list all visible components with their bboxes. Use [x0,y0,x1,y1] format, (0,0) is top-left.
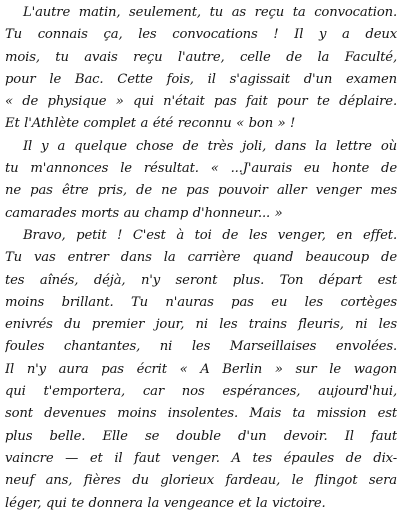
text-line: tes aînés, déjà, n'y seront plus. Ton départ est [5,272,397,288]
text-line: sont devenues moins insolentes. Mais ta mission est [5,406,397,422]
text-line: mois, tu avais reçu l'autre, celle de la Faculté, [5,49,397,65]
text-line: tu m'annonces le résultat. « ...J'aurais eu honte de [5,161,397,177]
text-line: plus belle. Elle se double d'un devoir. Il faut [5,428,397,444]
text-line: léger, qui te donnera la vengeance et la victoire. [5,495,326,511]
text-line: neuf ans, fières du glorieux fardeau, le flingot sera [5,473,397,489]
text-line: vaincre — et il faut venger. A tes épaules de dix- [5,450,397,466]
text-line: L'autre matin, seulement, tu as reçu ta convocation. [23,5,397,20]
text-line: foules chantantes, ni les Marseillaises envolées. [5,339,397,355]
text-line: moins brillant. Tu n'auras pas eu les cortèges [5,294,397,310]
paragraph-1 [5,2,397,136]
paragraph-2 [5,136,397,225]
text-line: camarades morts au champ d'honneur... » [5,205,283,221]
text-line: Et l'Athlète complet a été reconnu « bon » ! [5,116,296,132]
text-line: Il y a quelque chose de très joli, dans la lettre où [23,138,397,154]
text-line: enivrés du premier jour, ni les trains fleuris, ni les [5,317,397,333]
text-line: qui t'emportera, car nos espérances, aujourd'hui, [5,384,397,400]
text-line: Il n'y aura pas écrit « A Berlin » sur le wagon [5,361,397,377]
text-line: ne pas être pris, de ne pas pouvoir aller venger mes [5,183,397,199]
text-line: Bravo, petit ! C'est à toi de les venger, en effet. [23,227,397,243]
text-line: « de physique » qui n'était pas fait pour te déplaire. [5,94,397,110]
text-line: Tu connais ça, les convocations ! Il y a deux [5,27,397,43]
text-line: Tu vas entrer dans la carrière quand beaucoup de [5,250,397,266]
paragraph-3 [5,225,397,515]
text-line: pour le Bac. Cette fois, il s'agissait d'un examen [5,71,397,87]
